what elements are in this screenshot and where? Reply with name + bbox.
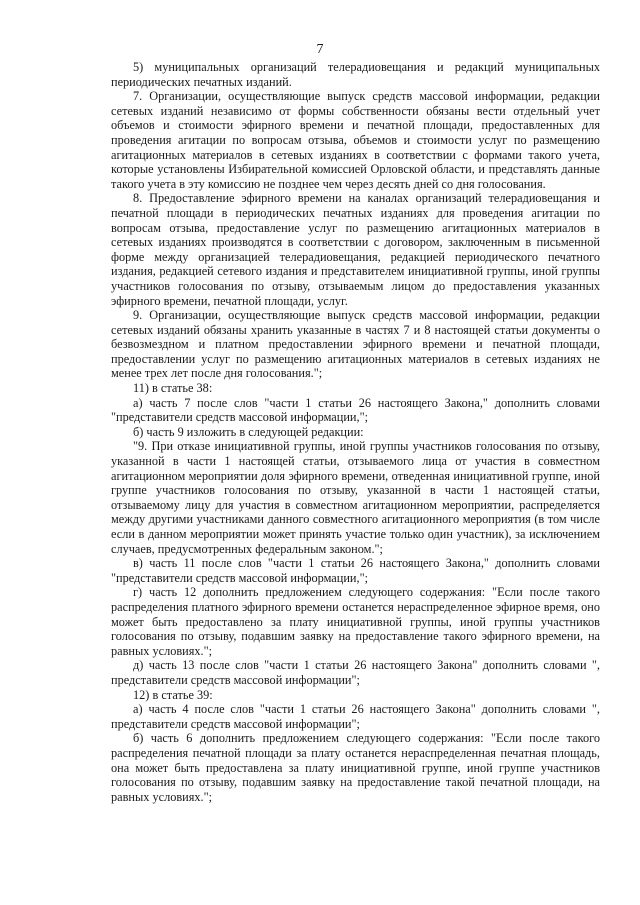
page-number: 7 xyxy=(316,42,324,57)
paragraph: д) часть 13 после слов "части 1 статьи 26 настоящего Закона" дополнить словами ", представители средств массовой информации"; xyxy=(111,658,600,687)
paragraph: б) часть 6 дополнить предложением следующего содержания: "Если после такого распределения печатной площади за плату останется нераспределенная печатная площадь, она может быть предоставлена за плату инициативной группе, иной группе участников голосования по отзыву, подавшим заявку на предоставление такой печатной площади, на равных условиях."; xyxy=(111,731,600,804)
paragraph: б) часть 9 изложить в следующей редакции: xyxy=(133,424,364,439)
paragraph: г) часть 12 дополнить предложением следующего содержания: "Если после такого распределения платного эфирного времени останется нераспределенное эфирное время, оно может быть предоставлено за плату инициативной группы, иной группы участников голосования по отзыву, подавшим заявку на предоставление такого эфирного времени, на равных условиях."; xyxy=(111,585,600,658)
paragraph: 11) в статье 38: xyxy=(133,381,213,396)
paragraph: "9. При отказе инициативной группы, иной группы участников голосования по отзыву, указанной в части 1 настоящей статьи, отзываемого лица от участия в совместном агитационном мероприятии доля эфирного времени, отведенная инициативной группе, иной группе участников голосования по отзыву, указанной в части 1 настоящей статьи, отзываемому лицу для участия в совместном агитационном мероприятии, распределяется между другими участниками данного совместного агитационного мероприятия (в том числе если в данном мероприятии может принять участие только один участник), за исключением случаев, предусмотренных федеральным законом."; xyxy=(111,439,600,556)
paragraph: в) часть 11 после слов "части 1 статьи 26 настоящего Закона," дополнить словами "представители средств массовой информации,"; xyxy=(111,556,600,585)
paragraph: а) часть 7 после слов "части 1 статьи 26 настоящего Закона," дополнить словами "представители средств массовой информации,"; xyxy=(111,395,600,425)
paragraph: 5) муниципальных организаций телерадиовещания и редакций муниципальных периодических печатных изданий. xyxy=(111,60,600,89)
paragraph: 7. Организации, осуществляющие выпуск средств массовой информации, редакции сетевых изданий независимо от формы собственности обязаны вести отдельный учет объемов и стоимости эфирного времени и печатной площади, предоставленных для проведения агитации по вопросам отзыва, объемов и стоимости услуг по размещению агитационных материалов в сетевых изданиях в соответствии с формами такого учета, которые установлены Избирательной комиссией Орловской области, и представлять данные такого учета в эту комиссию не позднее чем через десять дней со дня голосования. xyxy=(111,89,600,191)
paragraph: 12) в статье 39: xyxy=(133,687,213,702)
paragraph: а) часть 4 после слов "части 1 статьи 26 настоящего Закона" дополнить словами ", представители средств массовой информации"; xyxy=(111,702,600,731)
paragraph: 9. Организации, осуществляющие выпуск средств массовой информации, редакции сетевых изданий обязаны хранить указанные в частях 7 и 8 настоящей статьи документы о безвозмездном и платном предоставлении эфирного времени и печатной площади, предоставлении услуг по размещению агитационных материалов в сетевых изданиях не менее трех лет после дня голосования."; xyxy=(111,308,600,381)
paragraph: 8. Предоставление эфирного времени на каналах организаций телерадиовещания и печатной площади в периодических печатных изданиях для проведения агитации по вопросам отзыва, предоставление услуг по размещению агитационных материалов в сетевых изданиях производятся в соответствии с договором, заключенным в письменной форме между организацией телерадиовещания, редакцией периодического печатного издания, редакцией сетевого издания и представителем инициативной группы, иной группы участников голосования по отзыву, отзываемым лицом до предоставления указанных эфирного времени, печатной площади, услуг. xyxy=(111,191,600,308)
document-body xyxy=(111,60,600,804)
